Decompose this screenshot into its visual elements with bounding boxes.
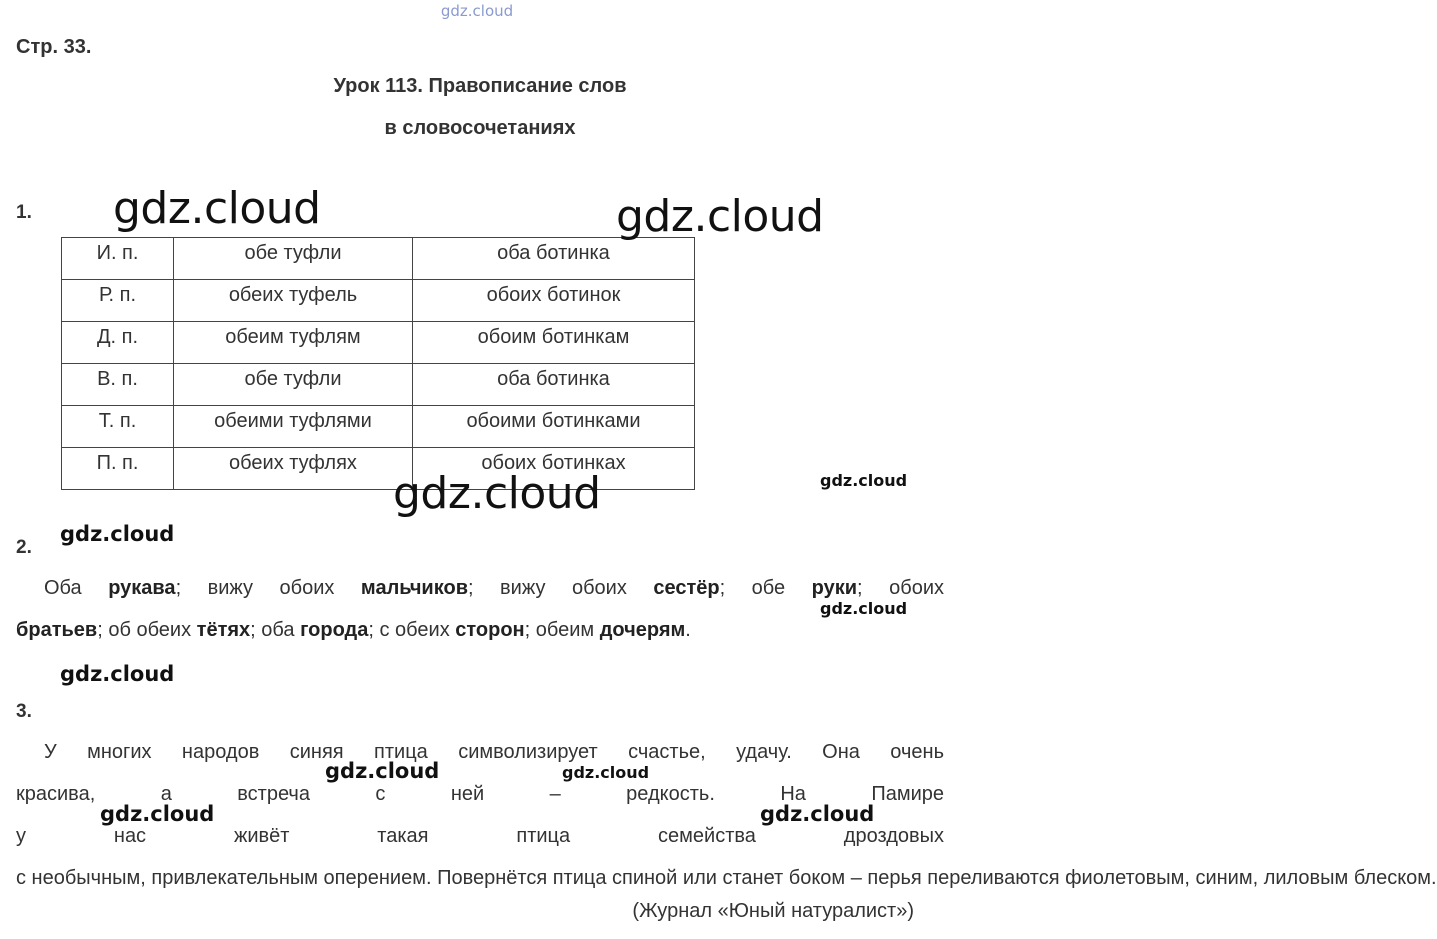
exercise-2-number: 2. <box>16 537 32 558</box>
exercise-2-text <box>16 567 944 651</box>
table-row <box>62 322 695 364</box>
phrase-cell: обеими туфлями <box>174 406 413 448</box>
phrase-cell: оба ботинка <box>413 364 695 406</box>
exercise-3-line: у нас живёт такая птица семейства дроздовых <box>16 825 944 847</box>
page-number: Стр. 33. <box>16 36 92 58</box>
watermark-mid-3: gdz.cloud <box>325 759 440 783</box>
lesson-title-line-1: Урок 113. Правописание слов <box>333 75 627 97</box>
answer-word: мальчиков <box>360 577 468 599</box>
text-fragment: ; обеим <box>524 619 600 641</box>
phrase-cell: обеих туфлях <box>174 448 413 490</box>
phrase-cell: обоими ботинками <box>413 406 695 448</box>
answer-word: дочерям <box>599 619 686 641</box>
answer-word: братьев <box>16 619 98 641</box>
watermark-mid-4: gdz.cloud <box>100 802 215 826</box>
case-cell: И. п. <box>62 238 174 280</box>
lesson-title-line-2: в словосочетаниях <box>384 117 576 139</box>
answer-word: тётях <box>196 619 251 641</box>
answer-word: сторон <box>455 619 525 641</box>
text-fragment: ; вижу обоих <box>175 577 361 599</box>
exercise-3-source: (Журнал «Юный натуралист») <box>632 900 914 922</box>
phrase-cell: обеих туфель <box>174 280 413 322</box>
phrase-cell: обоих ботинках <box>413 448 695 490</box>
exercise-2-line <box>16 567 944 609</box>
watermark-mid-1: gdz.cloud <box>60 522 175 546</box>
watermark-small-3: gdz.cloud <box>562 763 650 782</box>
answer-word: руки <box>811 577 858 599</box>
phrase-cell: обе туфли <box>174 238 413 280</box>
table-row <box>62 364 695 406</box>
text-fragment: ; обе <box>719 577 812 599</box>
table-row <box>62 238 695 280</box>
declension-table <box>61 237 695 490</box>
watermark-large-1: gdz.cloud <box>113 183 321 234</box>
phrase-cell: обоим ботинкам <box>413 322 695 364</box>
answer-word: сестёр <box>653 577 720 599</box>
text-fragment: ; об обеих <box>97 619 197 641</box>
watermark-mid-5: gdz.cloud <box>760 802 875 826</box>
phrase-cell: обоих ботинок <box>413 280 695 322</box>
text-fragment: ; с обеих <box>368 619 456 641</box>
watermark-large-3: gdz.cloud <box>393 468 601 519</box>
watermark-large-2: gdz.cloud <box>616 191 824 242</box>
case-cell: Д. п. <box>62 322 174 364</box>
phrase-cell: обеим туфлям <box>174 322 413 364</box>
text-fragment: ; вижу обоих <box>467 577 654 599</box>
exercise-1-number: 1. <box>16 202 32 223</box>
watermark-small-2: gdz.cloud <box>820 599 908 618</box>
case-cell: В. п. <box>62 364 174 406</box>
watermark-small-1: gdz.cloud <box>820 471 908 490</box>
watermark-mid-2: gdz.cloud <box>60 662 175 686</box>
text-fragment: ; оба <box>250 619 301 641</box>
exercise-3-line: красива, а встреча с ней – редкость. На Памире <box>16 783 944 805</box>
answer-word: города <box>300 619 369 641</box>
case-cell: Р. п. <box>62 280 174 322</box>
table-row <box>62 406 695 448</box>
phrase-cell: оба ботинка <box>413 238 695 280</box>
text-fragment: Оба <box>44 577 109 599</box>
text-fragment: . <box>685 619 691 641</box>
exercise-3-line: с необычным, привлекательным оперением. Повернётся птица спиной или станет боком – перья переливаются фиолетовым, синим, лиловым блеском. <box>16 867 1437 889</box>
exercise-3-number: 3. <box>16 701 32 722</box>
table-row <box>62 280 695 322</box>
phrase-cell: обе туфли <box>174 364 413 406</box>
text-fragment: ; обоих <box>857 577 944 599</box>
exercise-2-line <box>16 609 944 651</box>
watermark-top: gdz.cloud <box>440 2 514 20</box>
case-cell: П. п. <box>62 448 174 490</box>
answer-word: рукава <box>108 577 176 599</box>
exercise-3-line: У многих народов синяя птица символизирует счастье, удачу. Она очень <box>44 741 944 763</box>
case-cell: Т. п. <box>62 406 174 448</box>
